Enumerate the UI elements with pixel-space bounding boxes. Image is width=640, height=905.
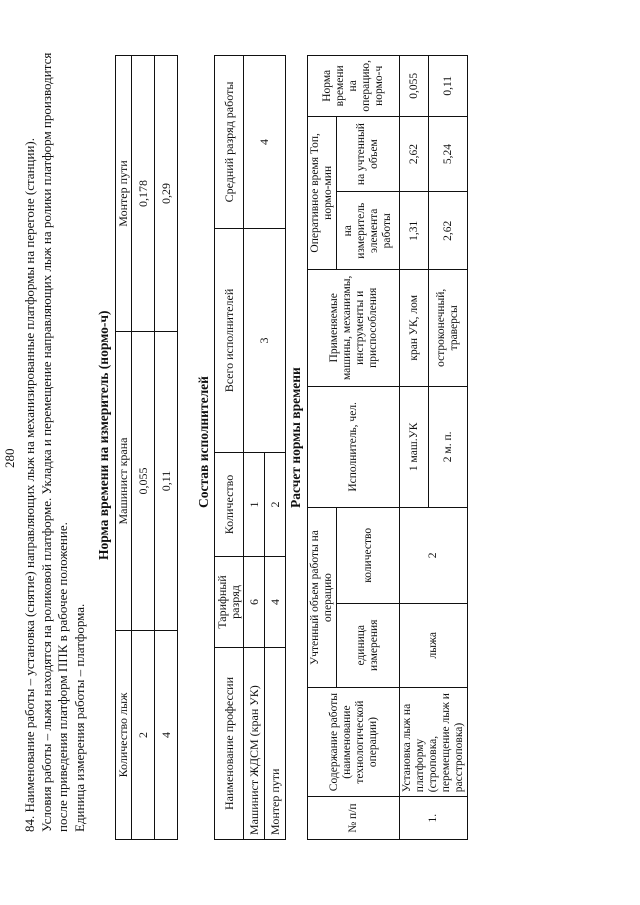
calc-row-norm: 0,055 (400, 56, 429, 117)
norm-header: Количество лыж (116, 631, 132, 840)
calc-title: Расчет нормы времени (288, 367, 303, 508)
calc-header-volume: Учтенный объем работы на операцию (308, 508, 337, 688)
work-name: 84. Наименование работы – установка (снятие) направляющих лыж на механизированные платформы на перегоне (станции). (22, 138, 37, 832)
staff-header: Всего исполнителей (215, 229, 244, 453)
norm-header: Монтер пути (116, 56, 132, 332)
norm-cell: 0,178 (132, 56, 155, 332)
work-conditions: Условия работы – лыжи находятся на роликовой платформе. Укладка и перемещение направляющих лыж на ролики платформ производится после приведения платформ ППК в рабочее положение. (38, 52, 70, 832)
calc-row-content: Установка лыж на платформу (строповка, перемещение лыж и расстроповка) (400, 687, 468, 796)
norm-header: Машинист крана (116, 332, 132, 631)
calc-header-qty: количество (337, 508, 400, 603)
calc-row-per-unit: 2,62 (429, 192, 468, 270)
norm-cell: 4 (155, 631, 178, 840)
staff-cell: 4 (265, 557, 286, 648)
calc-row-qty: 2 (400, 508, 468, 603)
norm-cell: 0,055 (132, 332, 155, 631)
calc-row-unit: лыжа (400, 603, 468, 687)
norm-cell: 0,11 (155, 332, 178, 631)
calc-row-num: 1. (400, 797, 468, 840)
calc-table (307, 55, 468, 840)
staff-header: Наименование профессии (215, 648, 244, 840)
calc-row-per-unit: 1,31 (400, 192, 429, 270)
staff-cell: Монтер пути (265, 648, 286, 840)
norm-title: Норма времени на измеритель (нормо-ч) (96, 310, 111, 560)
calc-row-machines: кран УК, лом (400, 270, 429, 387)
staff-cell: 1 (244, 453, 265, 557)
calc-header-per-volume: на учтенный объем (337, 116, 400, 192)
work-unit: Единица измерения работы – платформа. (71, 603, 87, 832)
staff-header: Средний разряд работы (215, 56, 244, 229)
staff-cell: 6 (244, 557, 265, 648)
calc-header-machines: Применяемые машины, механизмы, инструменты и приспособления (308, 270, 400, 387)
work-description (22, 52, 88, 832)
page-number: 280 (2, 448, 17, 468)
staff-cell: 2 (265, 453, 286, 557)
rotated-page (0, 20, 640, 880)
calc-row-performer: 1 маш.УК (400, 386, 429, 508)
staff-avg-grade: 4 (244, 56, 286, 229)
norm-cell: 2 (132, 631, 155, 840)
staff-title: Состав исполнителей (196, 376, 211, 508)
calc-header-performer: Исполнитель, чел. (308, 386, 400, 508)
staff-header: Количество (215, 453, 244, 557)
calc-header-content: Содержание работы (наименование технологической операции) (308, 687, 400, 796)
calc-header-unit: единица измерения (337, 603, 400, 687)
calc-row-performer: 2 м. п. (429, 386, 468, 508)
calc-header-num: № п/п (308, 797, 400, 840)
staff-total: 3 (244, 229, 286, 453)
staff-cell: Машинист ЖДСМ (кран УК) (244, 648, 265, 840)
calc-header-per-unit: на измеритель элемента работы (337, 192, 400, 270)
staff-table (214, 55, 286, 840)
norm-table (115, 55, 178, 840)
staff-header: Тарифный разряд (215, 557, 244, 648)
calc-row-per-volume: 5,24 (429, 116, 468, 192)
norm-cell: 0,29 (155, 56, 178, 332)
calc-row-per-volume: 2,62 (400, 116, 429, 192)
calc-row-norm: 0,11 (429, 56, 468, 117)
calc-row-machines: остроконечный, траверсы (429, 270, 468, 387)
calc-header-optime: Оперативное время Топ, нормо-мин (308, 116, 337, 269)
calc-header-norm: Норма времени на операцию, нормо-ч (308, 56, 400, 117)
